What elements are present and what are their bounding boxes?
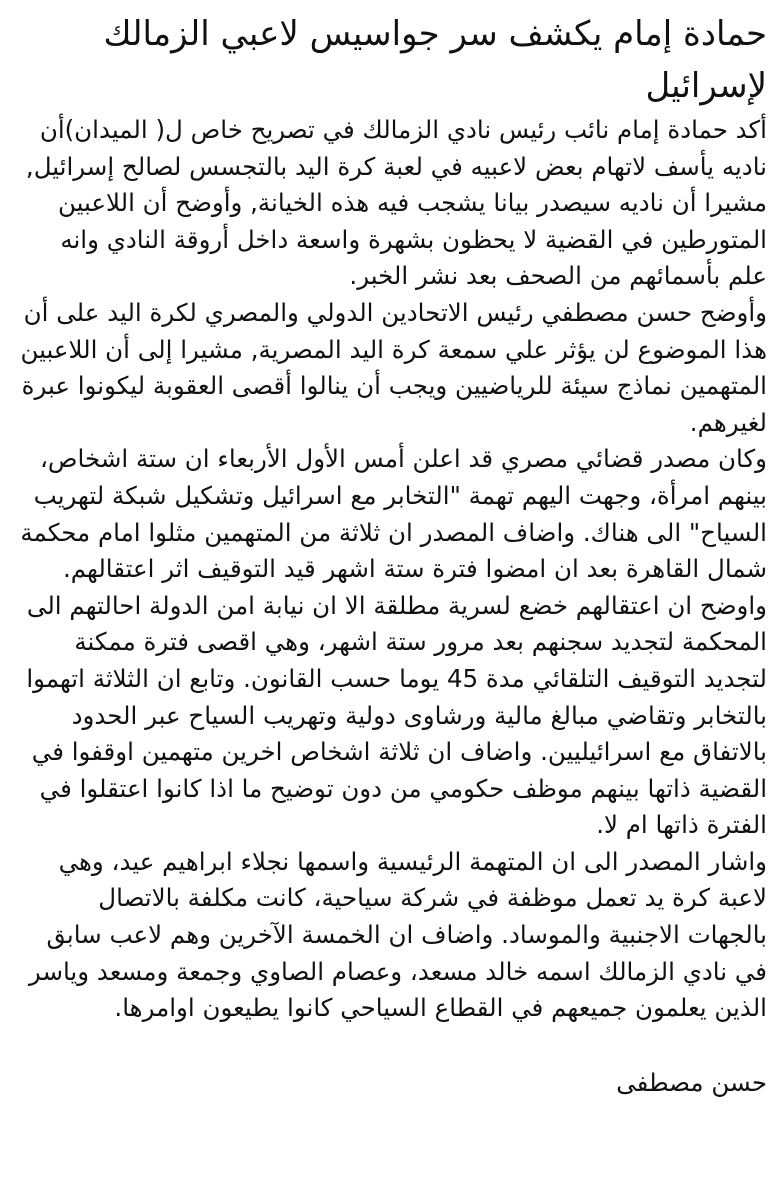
paragraph-2: وأوضح حسن مصطفي رئيس الاتحادين الدولي والمصري لكرة اليد على أن هذا الموضوع لن يؤثر علي سمعة كرة اليد المصرية, مشيرا إلى أن اللاعبين المتهمين نماذج سيئة للرياضيين ويجب أن ينالوا أقصى العقوبة ليكونوا عبرة لغيرهم.	[20, 297, 767, 437]
article-title: حمادة إمام يكشف سر جواسيس لاعبي الزمالك لإسرائيل	[103, 14, 767, 106]
paragraph-5: واشار المصدر الى ان المتهمة الرئيسية واسمها نجلاء ابراهيم عيد، وهي لاعبة كرة يد تعمل موظفة في شركة سياحية، كانت مكلفة بالاتصال بالجهات الاجنبية والموساد. واضاف ان الخمسة الآخرين وهم لاعب سابق في نادي الزمالك اسمه خالد مسعد، وعصام الصاوي وجمعة ومسعد وياسر الذين يعلمون جميعهم في القطاع السياحي كانوا يطيعون اوامرها.	[28, 846, 767, 1023]
paragraph-3: وكان مصدر قضائي مصري قد اعلن أمس الأول الأربعاء ان ستة اشخاص، بينهم امرأة، وجهت اليهم تهمة "التخابر مع اسرائيل وتشكيل شبكة لتهريب السياح" الى هناك. واضاف المصدر ان ثلاثة من المتهمين مثلوا امام محكمة شمال القاهرة بعد ان امضوا فترة ستة اشهر قيد التوقيف اثر اعتقالهم.	[20, 444, 767, 584]
paragraph-4: واوضح ان اعتقالهم خضع لسرية مطلقة الا ان نيابة امن الدولة احالتهم الى المحكمة لتجديد سجنهم بعد مرور ستة اشهر، وهي اقصى فترة ممكنة لتجديد التوقيف التلقائي مدة 45 يوما حسب القانون. وتابع ان الثلاثة اتهموا بالتخابر وتقاضي مبالغ مالية ورشاوى دولية وتهريب السياح عبر الحدود بالاتفاق مع اسرائيليين. واضاف ان ثلاثة اشخاص اخرين متهمين اوقفوا في القضية ذاتها بينهم موظف حكومي من دون توضيح ما اذا كانوا اعتقلوا في الفترة ذاتها ام لا.	[26, 590, 767, 840]
author-signature: حسن مصطفى	[616, 1067, 767, 1097]
article-body	[14, 112, 767, 1027]
paragraph-1: أكد حمادة إمام نائب رئيس نادي الزمالك في تصريح خاص ل( الميدان)أن ناديه يأسف لاتهام بعض لاعبيه في لعبة كرة اليد بالتجسس لصالح إسرائيل, مشيرا أن ناديه سيصدر بيانا يشجب فيه هذه الخيانة, وأوضح أن اللاعبين المتورطين في القضية لا يحظون بشهرة واسعة داخل أروقة النادي وانه علم بأسمائهم من الصحف بعد نشر الخبر.	[25, 115, 767, 291]
